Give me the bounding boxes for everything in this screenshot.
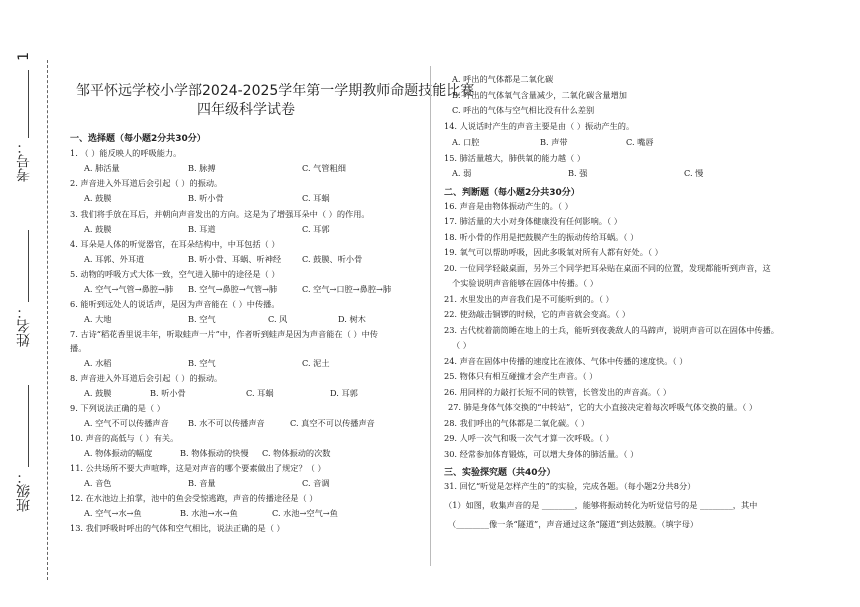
option-text[interactable]: C. 水池→空气→鱼 — [272, 508, 338, 518]
option-text[interactable]: C. 耳蜗 — [302, 193, 330, 203]
question-text: 21. 水里发出的声音我们是不可能听到的。（ ） — [444, 294, 614, 304]
option-text[interactable]: C. 空气→口腔→鼻腔→肺 — [302, 284, 392, 294]
option-text[interactable]: A. 空气不可以传播声音 — [84, 418, 169, 428]
option-text[interactable]: A. 耳郭、外耳道 — [84, 254, 145, 264]
question-text: 12. 在水池边上拍掌，池中的鱼会受惊逃跑，声音的传播途径是（ ） — [70, 493, 318, 503]
question-text: 31. 回忆“听觉是怎样产生的”的实验，完成各题。（每小题2分共8分） — [444, 481, 696, 491]
option-text[interactable]: A. 大地 — [84, 314, 112, 324]
option-text[interactable]: C. 物体振动的次数 — [262, 448, 331, 458]
option-text[interactable]: C. 泥土 — [302, 358, 330, 368]
option-text[interactable]: B. 强 — [568, 168, 588, 178]
option-text[interactable]: A. 鼓膜 — [84, 193, 112, 203]
option-text[interactable]: B. 声带 — [540, 137, 568, 147]
column-divider — [430, 66, 431, 566]
option-text[interactable]: C. 耳蜗 — [246, 388, 274, 398]
option-text[interactable]: C. 嘴唇 — [626, 137, 654, 147]
exam-no-label: 考号： — [16, 140, 32, 182]
question-text: 4. 耳朵是人体的听觉器官，在耳朵结构中，中耳包括（ ） — [70, 239, 280, 249]
question-text: 24. 声音在固体中传播的速度比在液体、气体中传播的速度快。（ ） — [444, 356, 688, 366]
question-text: 26. 用同样的力敲打长短不同的铁管，长管发出的声音高。（ ） — [444, 387, 672, 397]
question-text: 15. 肺活量越大，肺供氧的能力越（ ） — [444, 153, 586, 163]
question-text: 6. 能听到远处人的说话声，是因为声音能在（ ）中传播。 — [70, 299, 280, 309]
option-text[interactable]: A. 音色 — [84, 478, 112, 488]
question-text: A. 呼出的气体都是二氧化碳 — [452, 74, 554, 84]
question-text: 14. 人说话时产生的声音主要是由（ ）振动产生的。 — [444, 121, 635, 131]
question-text: （________像一条“隧道”，声音通过这条“隧道”到达鼓膜。（填字母） — [448, 519, 699, 529]
option-text[interactable]: A. 肺活量 — [84, 163, 120, 173]
option-text[interactable]: A. 弱 — [452, 168, 472, 178]
option-text[interactable]: B. 耳道 — [188, 224, 216, 234]
question-text: 18. 听小骨的作用是把鼓膜产生的振动传给耳蜗。（ ） — [444, 232, 639, 242]
question-text: 29. 人呼一次气和吸一次气才算一次呼吸。（ ） — [444, 433, 614, 443]
option-text[interactable]: B. 音量 — [188, 478, 216, 488]
option-text[interactable]: B. 物体振动的快慢 — [180, 448, 249, 458]
exam-title: 邹平怀远学校小学部2024-2025学年第一学期教师命题技能比赛 — [76, 83, 475, 99]
question-text: 28. 我们呼出的气体都是二氧化碳。（ ） — [444, 418, 590, 428]
question-text: 5. 动物的呼吸方式大体一致，空气进入肺中的途径是（ ） — [70, 269, 280, 279]
option-text[interactable]: C. 真空不可以传播声音 — [290, 418, 375, 428]
option-text[interactable]: A. 物体振动的幅度 — [84, 448, 153, 458]
option-text[interactable]: C. 鼓膜、听小骨 — [302, 254, 363, 264]
question-text: 个实验说明声音能够在固体中传播。（ ） — [452, 278, 598, 288]
exam-subtitle: 四年级科学试卷 — [197, 102, 295, 118]
question-text: 27. 肺是身体气体交换的“中转站”，它的大小直接决定着每次呼吸气体交换的量。（ ） — [448, 402, 758, 412]
question-text: C. 呼出的气体与空气相比没有什么差别 — [452, 105, 595, 115]
question-text: 7. 古诗“稻花香里说丰年，听取蛙声一片”中，作者听到蛙声是因为声音能在（ ）中传 — [70, 329, 378, 339]
question-text: 23. 古代枕着箭筒睡在地上的士兵，能听到夜袭敌人的马蹄声，说明声音可以在固体中传播。 — [444, 325, 779, 335]
option-text[interactable]: B. 听小骨 — [150, 388, 186, 398]
question-text: 19. 氧气可以帮助呼吸，因此多吸氧对所有人都有好处。（ ） — [444, 247, 663, 257]
option-text[interactable]: B. 空气→鼻腔→气管→肺 — [188, 284, 278, 294]
class-blank[interactable] — [28, 385, 29, 467]
name-label: 姓名： — [16, 305, 32, 347]
question-text: 10. 声音的高低与（ ）有关。 — [70, 433, 179, 443]
option-text[interactable]: A. 鼓膜 — [84, 388, 112, 398]
question-text: 1. （ ）能反映人的呼吸能力。 — [70, 148, 182, 158]
option-text[interactable]: B. 空气 — [188, 358, 216, 368]
option-text[interactable]: C. 音调 — [302, 478, 330, 488]
question-text: 3. 我们将手放在耳后，并朝向声音发出的方向。这是为了增强耳朵中（ ）的作用。 — [70, 209, 370, 219]
option-text[interactable]: A. 口腔 — [452, 137, 480, 147]
question-text: （1）如图，收集声音的是 ________，能够将振动转化为听觉信号的是 ________，其中 — [444, 500, 758, 510]
option-text[interactable]: C. 风 — [268, 314, 288, 324]
question-text: 25. 物体只有相互碰撞才会产生声音。（ ） — [444, 371, 598, 381]
question-text: 9. 下列说法正确的是（ ） — [70, 403, 165, 413]
option-text[interactable]: A. 鼓膜 — [84, 224, 112, 234]
question-text: 17. 肺活量的大小对身体健康没有任何影响。（ ） — [444, 216, 622, 226]
question-text: 30. 经常参加体育锻炼，可以增大身体的肺活量。（ ） — [444, 449, 639, 459]
section-experiment-heading: 三、实验探究题（共40分） — [444, 468, 556, 478]
option-text[interactable]: C. 慢 — [684, 168, 704, 178]
question-text: 11. 公共场所不要大声喧哗，这是对声音的哪个要素做出了规定？（ ） — [70, 463, 326, 473]
binding-top-mark: 1 — [16, 52, 32, 61]
question-text: 2. 声音进入外耳道后会引起（ ）的振动。 — [70, 178, 223, 188]
option-text[interactable]: A. 空气→气管→鼻腔→肺 — [84, 284, 174, 294]
option-text[interactable]: A. 水稻 — [84, 358, 112, 368]
option-text[interactable]: B. 脉搏 — [188, 163, 216, 173]
question-text: B. 呼出的气体氧气含量减少，二氧化碳含量增加 — [452, 90, 627, 100]
question-text: 8. 声音进入外耳道后会引起（ ）的振动。 — [70, 373, 223, 383]
option-text[interactable]: B. 空气 — [188, 314, 216, 324]
option-text[interactable]: B. 水池→水→鱼 — [180, 508, 238, 518]
question-text: 13. 我们呼吸时呼出的气体和空气相比，说法正确的是（ ） — [70, 523, 285, 533]
option-text[interactable]: B. 听小骨 — [188, 193, 224, 203]
option-text[interactable]: B. 水不可以传播声音 — [188, 418, 265, 428]
name-blank[interactable] — [28, 230, 29, 302]
option-text[interactable]: D. 树木 — [338, 314, 366, 324]
binding-dashed-line — [47, 60, 48, 580]
question-text: 22. 使劲敲击铜锣的时候，它的声音就会变高。（ ） — [444, 309, 631, 319]
option-text[interactable]: C. 气管粗细 — [302, 163, 346, 173]
section-choice-heading: 一、选择题（每小题2分共30分） — [70, 134, 206, 144]
question-text: 16. 声音是由物体振动产生的。（ ） — [444, 201, 573, 211]
section-judge-heading: 二、判断题（每小题2分共30分） — [444, 188, 580, 198]
option-text[interactable]: D. 耳郭 — [330, 388, 358, 398]
option-text[interactable]: A. 空气→水→鱼 — [84, 508, 142, 518]
question-text: 播。 — [70, 343, 87, 353]
question-text: （ ） — [452, 340, 471, 350]
class-label: 班级： — [16, 470, 32, 512]
binding-margin — [0, 0, 70, 607]
exam-no-blank[interactable] — [28, 70, 29, 138]
question-text: 20. 一位同学轻敲桌面，另外三个同学把耳朵贴在桌面不同的位置，发现都能听到声音，这 — [444, 263, 771, 273]
option-text[interactable]: B. 听小骨、耳蜗、听神经 — [188, 254, 282, 264]
option-text[interactable]: C. 耳郭 — [302, 224, 330, 234]
